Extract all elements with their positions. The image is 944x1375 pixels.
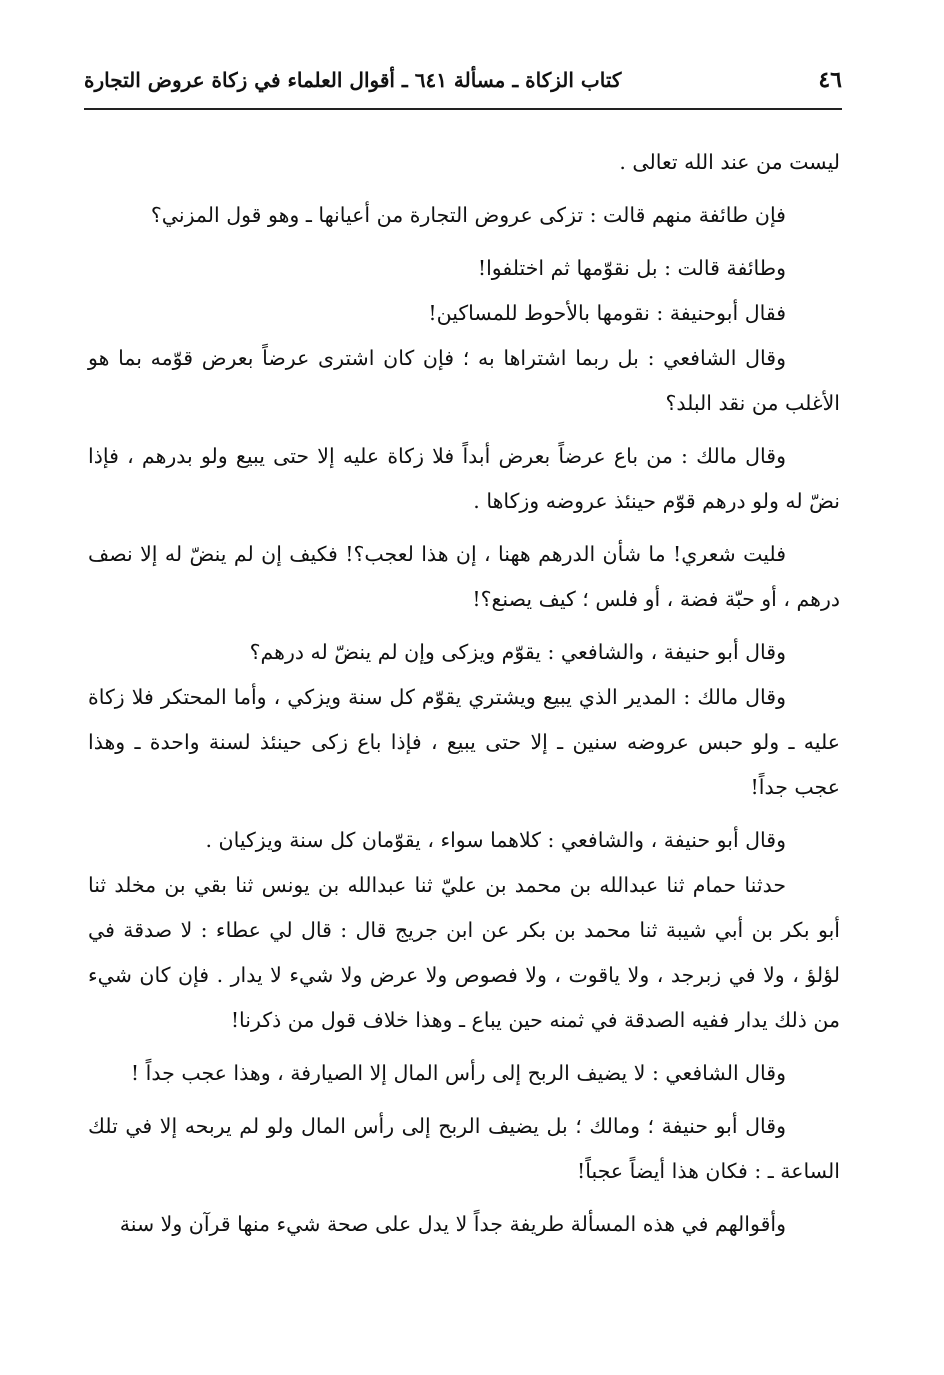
- paragraph: وقال أبو حنيفة ؛ ومالك ؛ بل يضيف الربح إلى رأس المال ولو لم يربحه إلا في تلك الساعة ـ : فكان هذا أيضاً عجباً!: [88, 1114, 840, 1183]
- paragraph: فقال أبوحنيفة : نقومها بالأحوط للمساكين!: [428, 301, 786, 325]
- paragraph: وقال مالك : من باع عرضاً بعرض أبداً فلا زكاة عليه إلا حتى يبيع ولو بدرهم ، فإذا نضّ له ولو درهم قوّم حينئذ عروضه وزكاها .: [88, 444, 840, 513]
- paragraph: ليست من عند الله تعالى .: [619, 150, 840, 174]
- paragraph: وطائفة قالت : بل نقوّمها ثم اختلفوا!: [477, 256, 786, 280]
- running-title: كتاب الزكاة ـ مسألة ٦٤١ ـ أقوال العلماء في زكاة عروض التجارة: [84, 68, 622, 92]
- paragraph: وقال الشافعي : بل ربما اشتراها به ؛ فإن كان اشترى عرضاً بعرض قوّمه بما هو الأغلب من نقد البلد؟: [88, 346, 840, 415]
- paragraph: وقال أبو حنيفة ، والشافعي : يقوّم ويزكى وإن لم ينضّ له درهم؟: [249, 640, 786, 664]
- paragraph: فليت شعري! ما شأن الدرهم ههنا ، إن هذا لعجب؟! فكيف إن لم ينضّ له إلا نصف درهم ، أو حبّة فضة ، أو فلس ؛ كيف يصنع؟!: [88, 542, 840, 611]
- paragraph: فإن طائفة منهم قالت : تزكى عروض التجارة من أعيانها ـ وهو قول المزني؟: [150, 203, 786, 227]
- paragraph: وقال أبو حنيفة ، والشافعي : كلاهما سواء ، يقوّمان كل سنة ويزكيان .: [205, 828, 786, 852]
- running-header: [84, 58, 842, 102]
- paragraph: وقال الشافعي : لا يضيف الربح إلى رأس المال إلا الصيارفة ، وهذا عجب جداً !: [130, 1061, 786, 1085]
- paragraph: حدثنا حمام ثنا عبدالله بن محمد بن عليّ ثنا عبدالله بن يونس ثنا بقي بن مخلد ثنا أبو بكر بن أبي شيبة ثنا محمد بن بكر عن ابن جريج قال : قال لي عطاء : لا صدقة في لؤلؤ ، ولا في زبرجد ، ولا ياقوت ، ولا فصوص ولا عرض ولا شيء لا يدار . فإن كان شيء من ذلك يدار ففيه الصدقة في ثمنه حين يباع ـ وهذا خلاف قول من ذكرنا!: [88, 873, 840, 1032]
- paragraph: وأقوالهم في هذه المسألة طريفة جداً لا يدل على صحة شيء منها قرآن ولا سنة: [119, 1212, 786, 1236]
- body-text: [88, 140, 840, 1247]
- header-rule: [84, 108, 842, 110]
- page-number: ٤٦: [818, 67, 842, 93]
- paragraph: وقال مالك : المدير الذي يبيع ويشتري يقوّم كل سنة ويزكي ، وأما المحتكر فلا زكاة عليه ـ ولو حبس عروضه سنين ـ إلا حتى يبيع ، فإذا باع زكى حينئذ لسنة واحدة ـ وهذا عجب جداً!: [88, 685, 840, 799]
